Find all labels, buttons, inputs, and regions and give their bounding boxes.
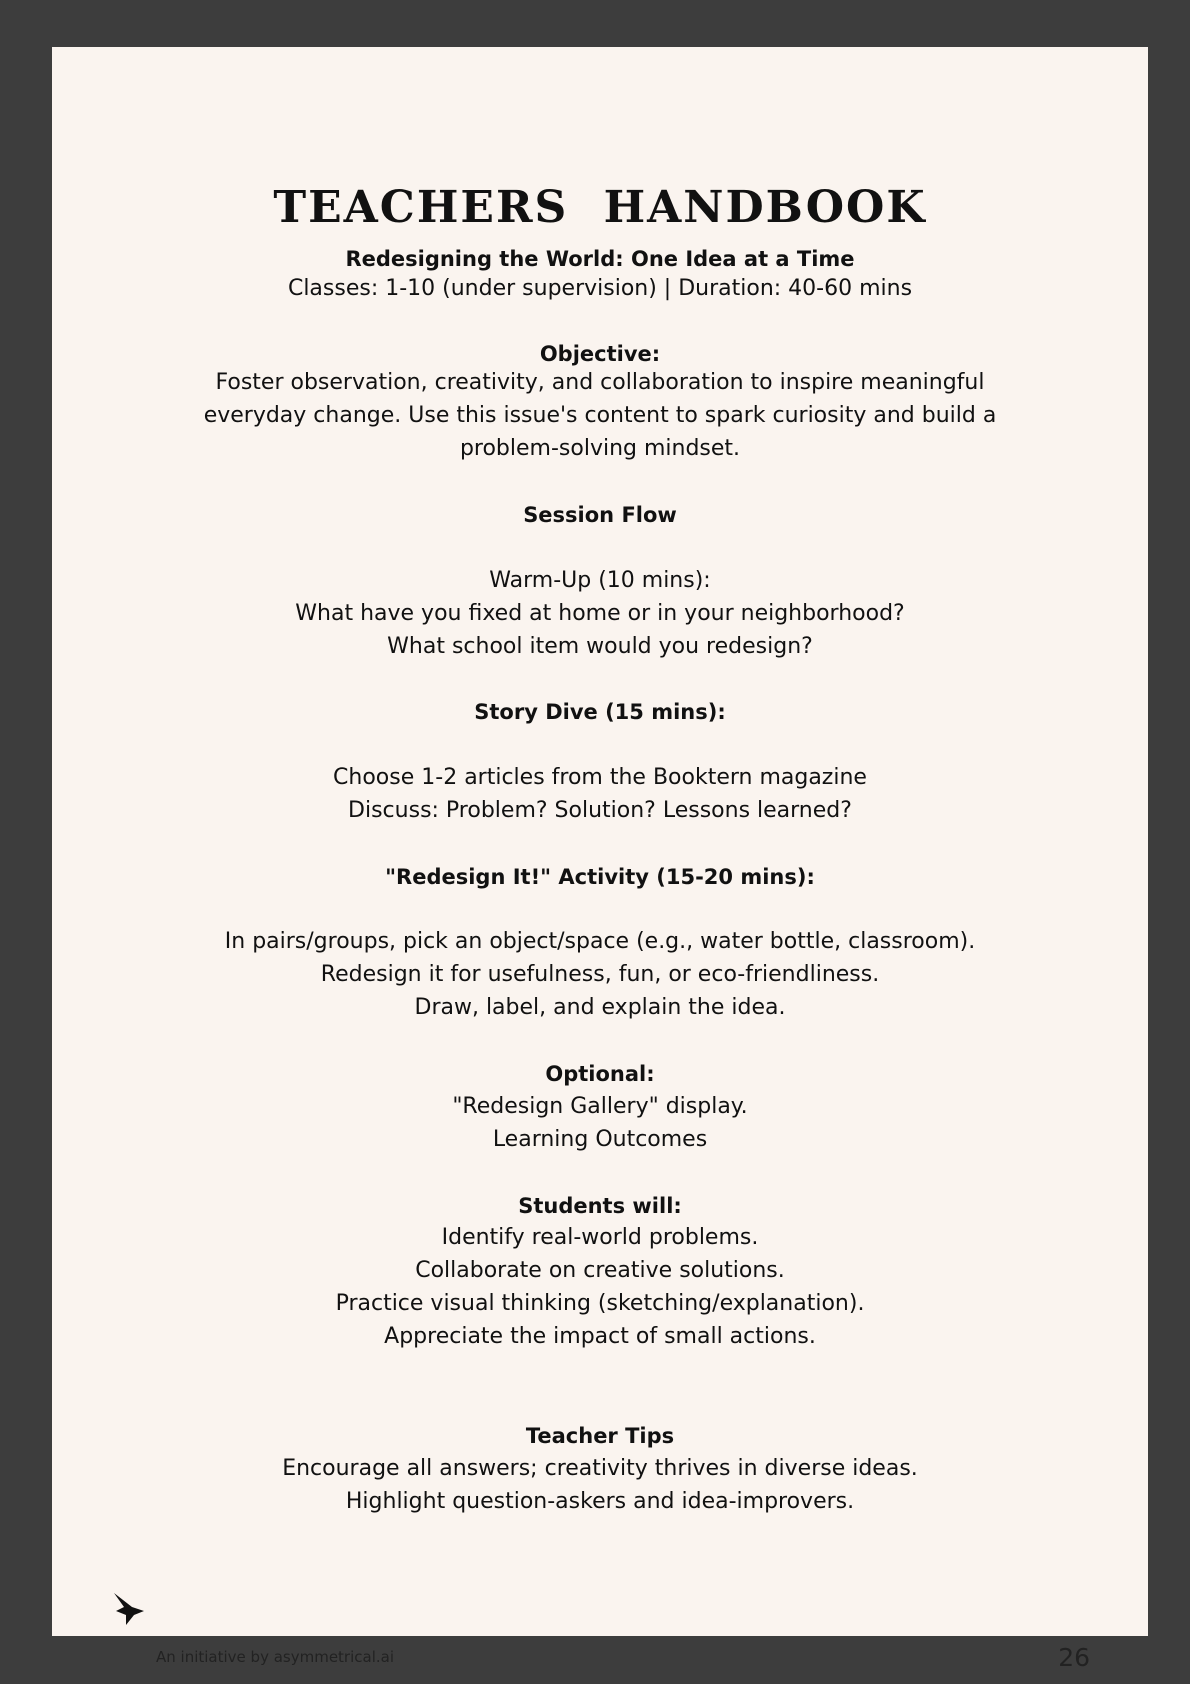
section-heading: Session Flow — [523, 503, 677, 527]
body-text-line: "Redesign Gallery" display. — [452, 1094, 748, 1119]
body-text-line: Foster observation, creativity, and collaboration to inspire meaningful — [215, 370, 985, 395]
body-text-line: Draw, label, and explain the idea. — [414, 995, 786, 1020]
section-heading: Teacher Tips — [525, 1424, 675, 1448]
body-text-line: Choose 1-2 articles from the Booktern magazine — [333, 765, 867, 790]
body-text-line: Collaborate on creative solutions. — [415, 1258, 785, 1283]
section-heading: Students will: — [518, 1194, 682, 1218]
section-heading: "Redesign It!" Activity (15-20 mins): — [385, 865, 815, 889]
body-text-line: Classes: 1-10 (under supervision) | Duration: 40-60 mins — [287, 276, 913, 301]
body-text-line: What have you fixed at home or in your neighborhood? — [295, 601, 905, 626]
body-text-line: problem-solving mindset. — [459, 436, 741, 461]
body-text-line: Practice visual thinking (sketching/explanation). — [335, 1291, 865, 1316]
bird-icon — [112, 1591, 146, 1627]
body-text-line: Learning Outcomes — [492, 1127, 708, 1152]
body-text-line: Identify real-world problems. — [441, 1225, 759, 1250]
body-text-line: Encourage all answers; creativity thrives in diverse ideas. — [282, 1456, 918, 1481]
body-text-line: Appreciate the impact of small actions. — [384, 1324, 816, 1349]
section-heading: Optional: — [545, 1062, 655, 1086]
body-text-line: What school item would you redesign? — [387, 634, 813, 659]
page-number: 26 — [1058, 1643, 1090, 1672]
document-page — [52, 47, 1148, 1672]
body-text-line: Discuss: Problem? Solution? Lessons learned? — [348, 798, 852, 823]
section-heading: Redesigning the World: One Idea at a Time — [345, 247, 855, 271]
footer-credit: An initiative by asymmetrical.ai — [156, 1648, 394, 1666]
body-text-line: Highlight question-askers and idea-improvers. — [345, 1489, 855, 1514]
section-heading: Story Dive (15 mins): — [474, 700, 726, 724]
body-text-line: Redesign it for usefulness, fun, or eco-friendliness. — [320, 962, 880, 987]
section-heading: Objective: — [539, 342, 661, 366]
body-text-line: In pairs/groups, pick an object/space (e.g., water bottle, classroom). — [224, 929, 976, 954]
page-title: TEACHERS HANDBOOK — [273, 182, 927, 233]
body-text-line: everyday change. Use this issue's content to spark curiosity and build a — [203, 403, 997, 428]
body-text-line: Warm-Up (10 mins): — [489, 568, 711, 593]
